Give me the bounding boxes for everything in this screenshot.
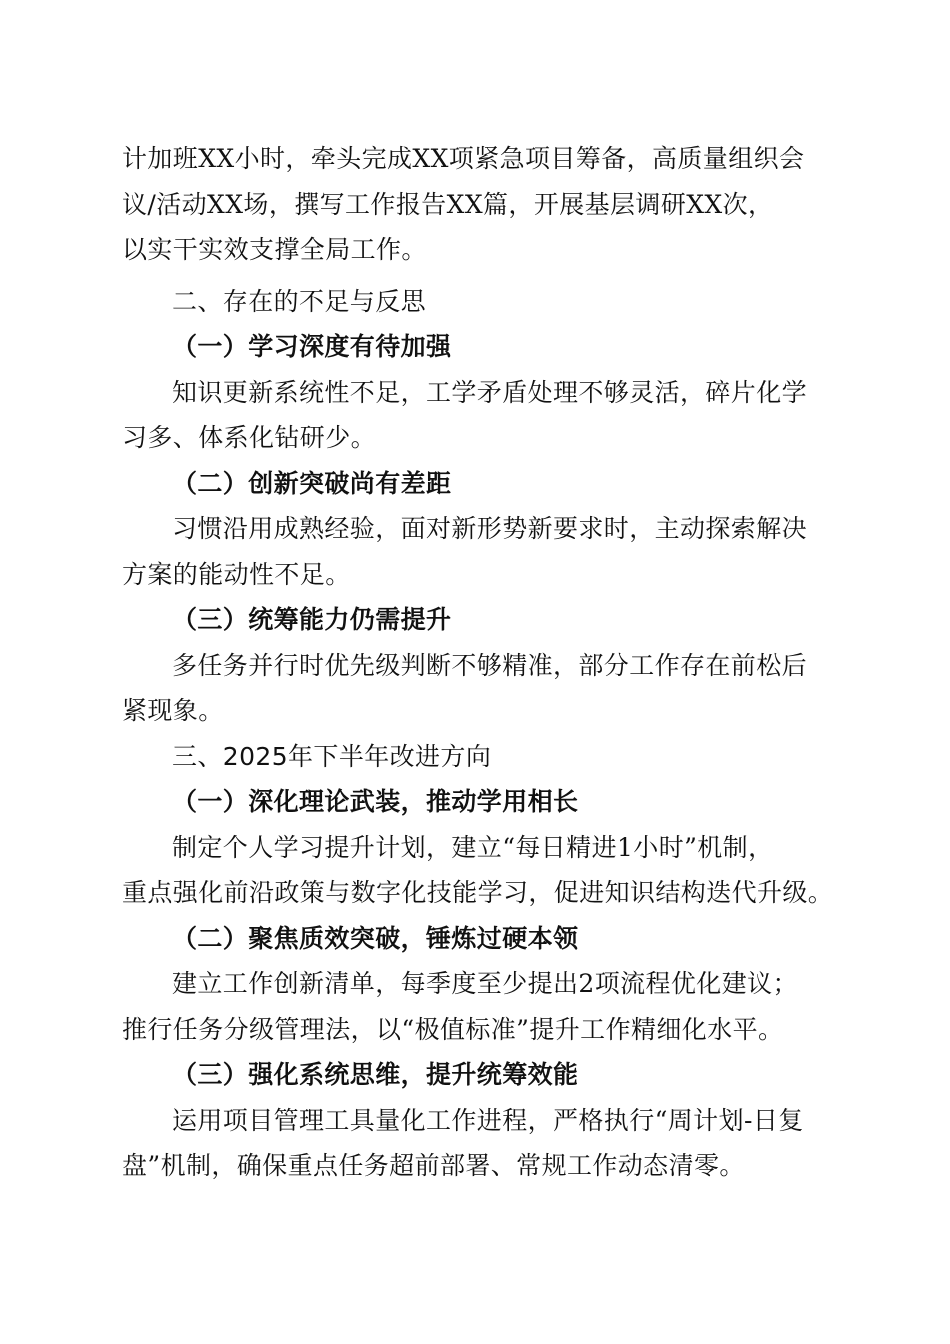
subheading-6: （三）强化系统思维，提升统筹效能 (172, 1060, 579, 1089)
paragraph-line: 重点强化前沿政策与数字化技能学习，促进知识结构迭代升级。 (122, 878, 834, 907)
paragraph-line: 盘”机制，确保重点任务超前部署、常规工作动态清零。 (122, 1151, 745, 1180)
paragraph-line: 习惯沿用成熟经验，面对新形势新要求时，主动探索解决 (172, 514, 808, 543)
paragraph-line: 知识更新系统性不足，工学矛盾处理不够灵活，碎片化学 (172, 377, 808, 407)
paragraph-line: 方案的能动性不足。 (122, 559, 351, 589)
paragraph-line: 计加班XX小时，牵头完成XX项紧急项目筹备，高质量组织会 (122, 144, 805, 173)
paragraph-line: 紧现象。 (122, 696, 224, 725)
document-page (122, 136, 834, 1189)
section-heading-3: 三、2025年下半年改进方向 (172, 741, 492, 771)
paragraph-line: 推行任务分级管理法，以“极值标准”提升工作精细化水平。 (122, 1014, 784, 1044)
paragraph-line: 以实干实效支撑全局工作。 (122, 235, 427, 264)
paragraph-line: 议/活动XX场，撰写工作报告XX篇，开展基层调研XX次， (122, 189, 774, 219)
paragraph-line: 制定个人学习提升计划，建立“每日精进1小时”机制， (172, 832, 774, 862)
subheading-2: （二）创新突破尚有差距 (172, 468, 452, 498)
subheading-5: （二）聚焦质效突破，锤炼过硬本领 (172, 923, 579, 953)
paragraph-line: 建立工作创新清单，每季度至少提出2项流程优化建议； (172, 969, 798, 998)
paragraph-line: 多任务并行时优先级判断不够精准，部分工作存在前松后 (172, 650, 808, 680)
subheading-3: （三）统筹能力仍需提升 (172, 605, 452, 634)
subheading-1: （一）学习深度有待加强 (172, 332, 452, 361)
subheading-4: （一）深化理论武装，推动学用相长 (172, 787, 579, 816)
paragraph-line: 运用项目管理工具量化工作进程，严格执行“周计划-日复 (172, 1105, 804, 1135)
paragraph-line: 习多、体系化钻研少。 (122, 423, 377, 452)
section-heading-2: 二、存在的不足与反思 (172, 286, 427, 316)
